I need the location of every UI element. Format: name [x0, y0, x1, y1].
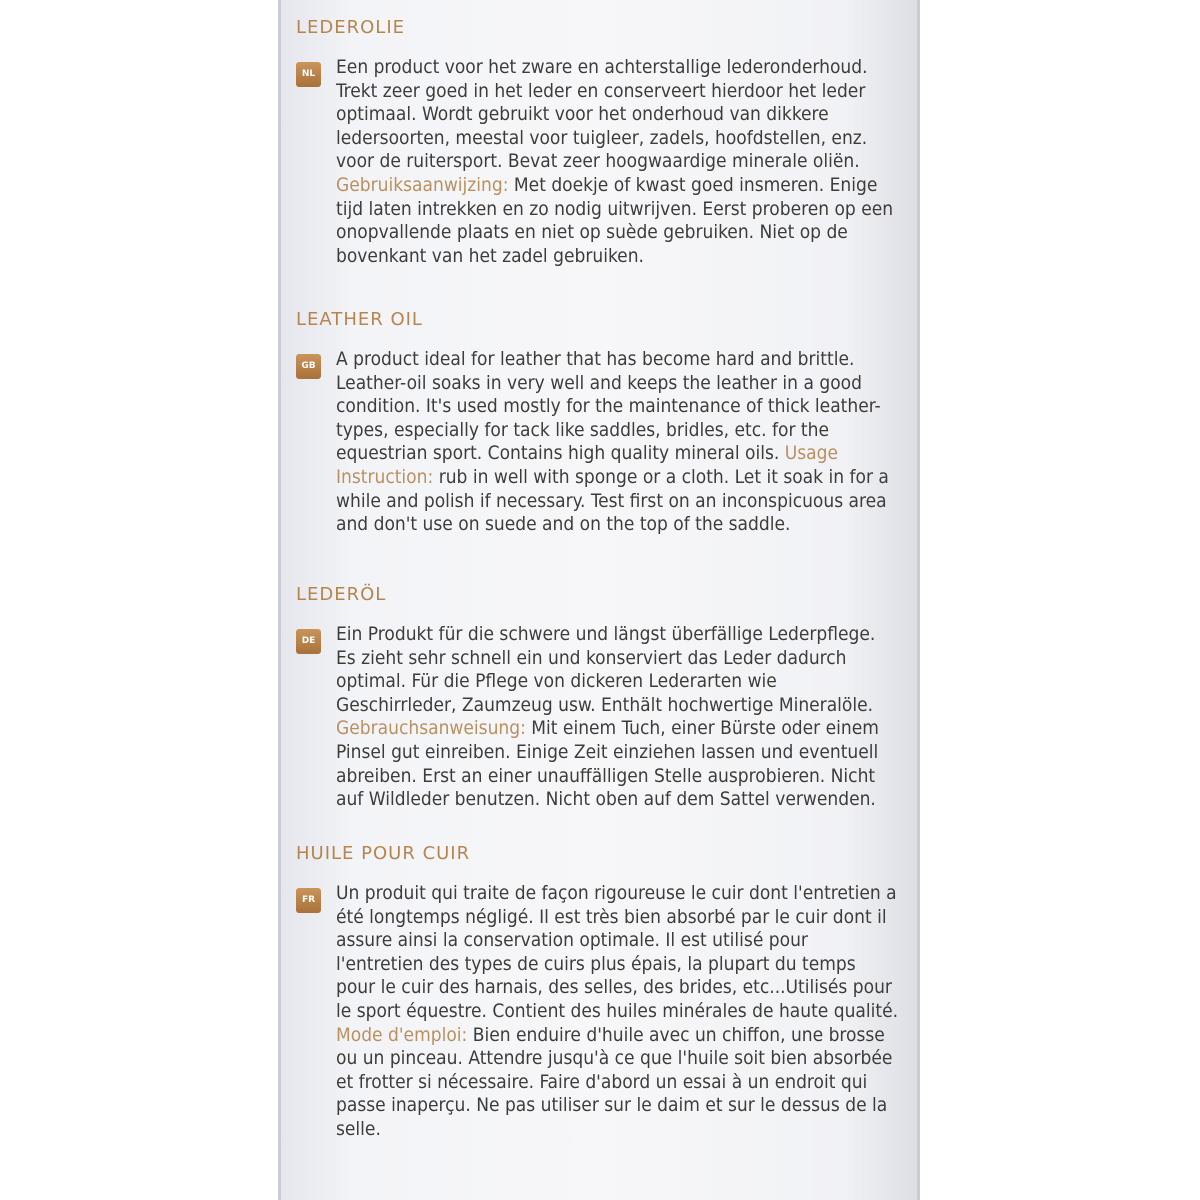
section-heading: LEATHER OIL: [296, 309, 423, 330]
section-body: [336, 348, 900, 537]
usage-label: Mode d'emploi:: [336, 1023, 468, 1046]
usage-label: Gebrauchsanweisung:: [336, 717, 526, 740]
language-badge: DE: [296, 629, 321, 654]
language-badge: FR: [296, 888, 321, 913]
description-text: Een product voor het zware en achterstallige lederonderhoud. Trekt zeer goed in het leder en conserveert hierdoor het leder optimaal. Wordt gebruikt voor het onderhoud van dikkere ledersoorten, meestal voor tuigleer, zadels, hoofdstellen, enz. voor de ruitersport. Bevat zeer hoogwaardige minerale oliën.: [336, 56, 868, 173]
bottle-edge-left: [278, 0, 281, 1200]
section-row: [296, 623, 900, 812]
description-text: Un produit qui traite de façon rigoureuse le cuir dont l'entretien a été longtemps négligé. Il est très bien absorbé par le cuir dont il assure ainsi la conservation optimale. Il est utilisé pour l'entretien des types de cuirs plus épais, la plupart du temps pour le cuir des harnais, des selles, des brides, etc...Utilisés pour le sport équestre. Contient des huiles minérales de haute qualité.: [336, 882, 899, 1022]
usage-text: rub in well with sponge or a cloth. Let it soak in for a while and polish if necessary. Test first on an inconspicuous area and don't use on suede and on the top of the saddle.: [336, 465, 889, 536]
section-fr: [296, 843, 900, 1142]
section-heading: HUILE POUR CUIR: [296, 843, 471, 864]
bottle-edge-right: [917, 0, 920, 1200]
usage-label: Usage Instruction:: [336, 442, 839, 488]
usage-text: Met doekje of kwast goed insmeren. Enige tijd laten intrekken en zo nodig uitwrijven. Eerst proberen op een onopvallende plaats en niet op suède gebruiken. Niet op de bovenkant van het zadel gebruiken.: [336, 173, 894, 267]
section-body: [336, 623, 900, 812]
usage-label: Gebruiksaanwijzing:: [336, 173, 509, 196]
language-badge: NL: [296, 62, 321, 87]
section-gb: [296, 309, 900, 537]
description-text: Ein Produkt für die schwere und längst überfällige Lederpflege. Es zieht sehr schnell ein und konserviert das Leder dadurch optimal. Für die Pflege von dickeren Lederarten wie Geschirrleder, Zaumzeug usw. Enthält hochwertige Mineralöle.: [336, 623, 876, 716]
product-label: [278, 0, 920, 1200]
section-row: [296, 882, 900, 1142]
usage-text: Mit einem Tuch, einer Bürste oder einem Pinsel gut einreiben. Einige Zeit einziehen lassen und eventuell abreiben. Erst an einer unauffälligen Stelle ausprobieren. Nicht auf Wildleder benutzen. Nicht oben auf dem Sattel verwenden.: [336, 717, 879, 811]
language-badge: GB: [296, 354, 321, 379]
usage-text: Bien enduire d'huile avec un chiffon, une brosse ou un pinceau. Attendre jusqu'à ce que l'huile soit bien absorbée et frotter si nécessaire. Faire d'abord un essai à un endroit qui passe inaperçu. Ne pas utiliser sur le daim et sur le dessus de la selle.: [336, 1023, 893, 1140]
section-row: [296, 348, 900, 537]
section-heading: LEDEROLIE: [296, 17, 406, 38]
section-body: [336, 882, 900, 1142]
section-de: [296, 584, 900, 812]
section-heading: LEDERÖL: [296, 584, 387, 605]
description-text: A product ideal for leather that has become hard and brittle. Leather-oil soaks in very well and keeps the leather in a good condition. It's used mostly for the maintenance of thick leather-types, especially for tack like saddles, bridles, etc. for the equestrian sport. Contains high quality mineral oils.: [336, 348, 881, 465]
section-row: [296, 56, 900, 268]
section-nl: [296, 17, 900, 268]
section-body: [336, 56, 900, 268]
